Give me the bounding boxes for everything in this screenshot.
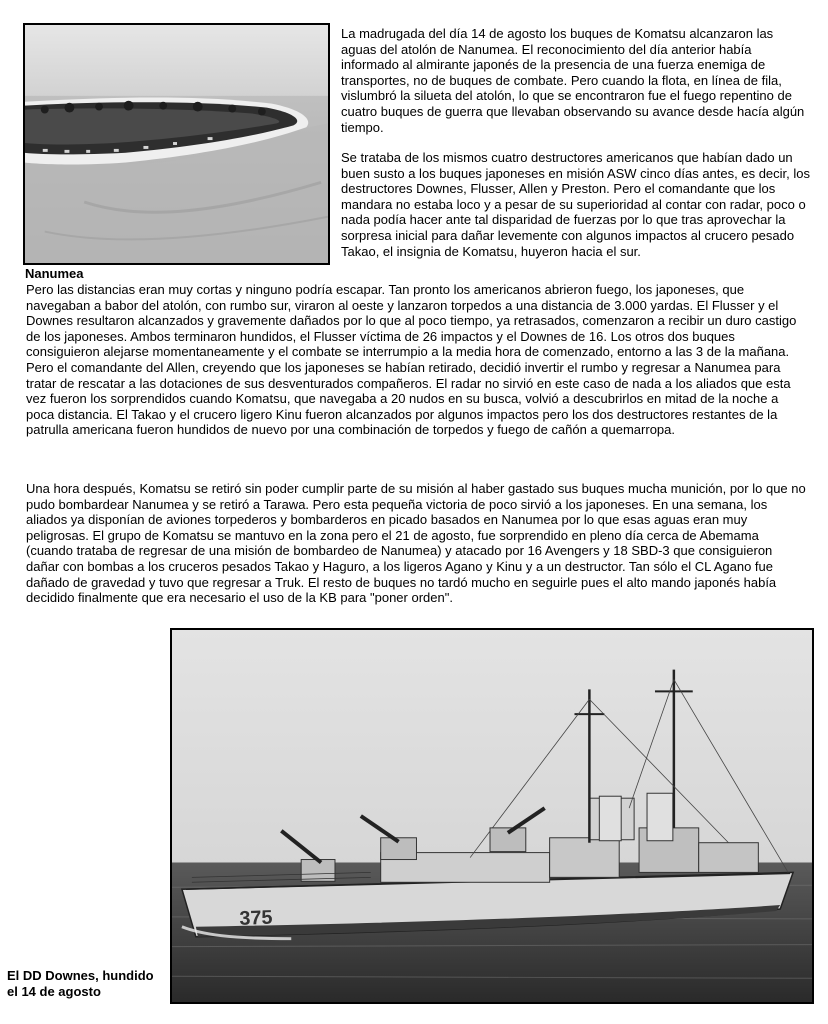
destroyer-image	[172, 630, 812, 1002]
article-paragraph-2: Se trataba de los mismos cuatro destructores americanos que habían dado un buen susto a los buques japoneses en misión ASW cinco días antes, es decir, los destructores Downes, Flusser, Allen y Preston. Pero el comandante que los mandara no estaba loco y a pesar de su superioridad al contar con radar, poco o nada podía hacer ante tal disparidad de fuerzas por lo que tras aprovechar la sorpresa inicial para dañar levemente con algunos impactos al crucero pesado Takao, el insignia de Komatsu, huyeron hacia el sur.	[341, 150, 810, 259]
destroyer-photo	[170, 628, 814, 1004]
atoll-photo-caption: Nanumea	[25, 266, 84, 281]
atoll-photo	[23, 23, 330, 265]
article-paragraph-3: Pero las distancias eran muy cortas y ninguno podría escapar. Tan pronto los americanos abrieron fuego, los japoneses, que navegaban a babor del atolón, con rumbo sur, viraron al oeste y lanzaron torpedos a una distancia de 3.000 yardas. El Flusser y el Downes resultaron alcanzados y gravemente dañados por lo que al poco tiempo, ya retrasados, comenzaron a recibir un duro castigo de los japoneses. Ambos terminaron hundidos, el Flusser víctima de 26 impactos y el Downes de 16. Los otros dos buques consiguieron alejarse momentaneamente y el combate se interrumpio a la media hora de comenzado, entorno a las 3 de la mañana. Pero el comandante del Allen, creyendo que los japoneses se habían retirado, decidió invertir el rumbo y regresar a Nanumea para tratar de rescatar a las dotaciones de sus desventurados compañeros. El radar no sirvió en este caso de nada a los aliados que esta vez fueron los sorprendidos cuando Komatsu, que navegaba a 20 nudos en su busca, volvió a descubrirlos en mitad de la noche a poca distancia. El Takao y el crucero ligero Kinu fueron alcanzados por algunos impactos pero los dos destructores restantes de la patrulla americana fueron hundidos de nuevo por una combinación de torpedos y fuego de cañón a quemarropa.	[26, 282, 797, 438]
hull-number: 375	[238, 906, 273, 930]
article-paragraph-1: La madrugada del día 14 de agosto los buques de Komatsu alcanzaron las aguas del atolón de Nanumea. El reconocimiento del día anterior había informado al almirante japonés de la presencia de una fuerza enemiga de transportes, no de buques de combate. Pero cuando la flota, en línea de fila, vislumbró la silueta del atolón, lo que se encontraron fue el fuego repentino de cuatro buques de guerra que llevaban observando su avance desde hacía algún tiempo.	[341, 26, 805, 135]
atoll-aerial-image	[25, 25, 328, 263]
article-paragraph-4: Una hora después, Komatsu se retiró sin poder cumplir parte de su misión al haber gastado sus buques mucha munición, por lo que no pudo bombardear Nanumea y se retiró a Tarawa. Pero esta pequeña victoria de poco sirvió a los japoneses. En una semana, los aliados ya disponían de aviones torpederos y bombarderos en picado basados en Nanumea por lo que esas aguas eran muy peligrosas. El grupo de Komatsu se mantuvo en la zona pero el 21 de agosto, fue sorprendido en pleno día cerca de Abemama (cuando trataba de regresar de una misión de bombardeo de Nanumea) y atacado por 16 Avengers y 18 SBD-3 que consiguieron dañar con bombas a los cruceros pesados Takao y Haguro, a los ligeros Agano y Kinu y a un destructor. Tan sólo el CL Agano fue dañado de gravedad y tuvo que regresar a Truk. El resto de buques no tardó mucho en seguirle pues el alto mando japonés había decidido finalmente que era necesario el uso de la KB para "poner orden".	[26, 481, 806, 606]
destroyer-photo-caption: El DD Downes, hundido el 14 de agosto	[7, 968, 154, 999]
